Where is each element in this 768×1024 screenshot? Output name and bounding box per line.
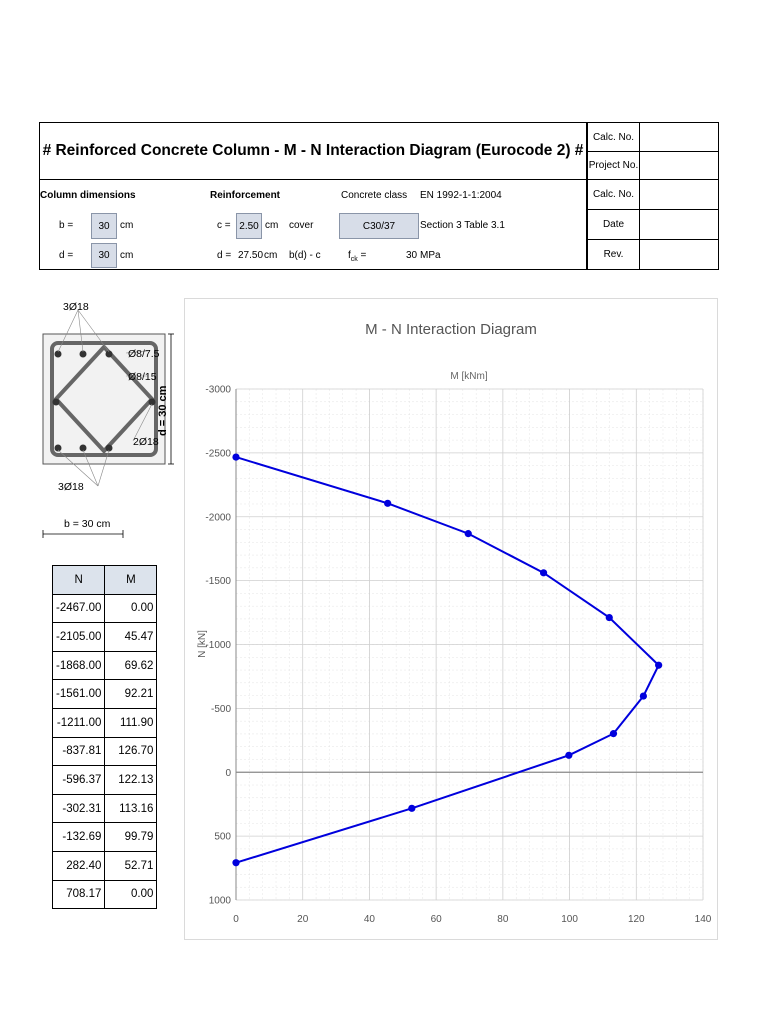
stirrup2-label: Ø8/15 (128, 371, 157, 383)
chart-title: M - N Interaction Diagram (365, 321, 537, 338)
y-tick-label: 0 (225, 767, 231, 779)
side-bars-label: 2Ø18 (133, 436, 159, 448)
fck-subscript: ck (350, 256, 358, 263)
x-tick-label: 100 (561, 914, 578, 925)
c-unit: cm (265, 220, 279, 231)
table-row (53, 737, 157, 766)
grid-layer (236, 389, 703, 900)
data-point (408, 805, 415, 812)
bar-side-left (53, 399, 60, 406)
date-row (587, 210, 719, 240)
cell-n: -1211.00 (53, 708, 105, 737)
d-effective-label: d = (217, 250, 232, 261)
data-point (540, 569, 547, 576)
fck-symbol: f (348, 250, 351, 261)
bar-bottom-left (55, 445, 62, 452)
x-tick-label: 40 (363, 914, 375, 925)
cover-description: cover (289, 220, 314, 231)
cell-n: 282.40 (53, 851, 105, 880)
calc-no-row (587, 122, 719, 152)
data-point (606, 614, 613, 621)
d-unit: cm (120, 250, 134, 261)
table-header-row (53, 566, 157, 595)
cell-n: -2105.00 (53, 623, 105, 652)
calc-no-label: Calc. No. (588, 123, 640, 151)
data-point (655, 662, 662, 669)
column-dimensions-label: Column dimensions (40, 190, 136, 201)
table-row (53, 766, 157, 795)
y-tick-label: -500 (210, 703, 231, 715)
calc-no-label-2: Calc. No. (588, 180, 640, 209)
table-row (53, 623, 157, 652)
cell-m: 45.47 (105, 623, 157, 652)
cell-m: 111.90 (105, 708, 157, 737)
series-layer (232, 453, 662, 866)
b-label: b = (59, 220, 74, 231)
section-svg (38, 296, 188, 546)
d-effective-unit: cm (264, 250, 278, 261)
d-input[interactable]: 30 (91, 243, 117, 268)
b-input[interactable]: 30 (91, 213, 117, 239)
x-tick-label: 80 (497, 914, 509, 925)
cell-n: 708.17 (53, 880, 105, 909)
y-tick-label: 1000 (208, 895, 231, 907)
document-title: # Reinforced Concrete Column - M - N Interaction Diagram (Eurocode 2) # (39, 122, 587, 180)
y-tick-label: -3000 (205, 384, 231, 396)
depth-label: d = 30 cm (157, 385, 169, 436)
y-tick-label: 500 (214, 831, 231, 843)
x-tick-label: 140 (694, 914, 712, 925)
table-row (53, 794, 157, 823)
project-no-label: Project No. (588, 152, 640, 179)
data-point (384, 500, 391, 507)
reinforcement-label: Reinforcement (210, 190, 281, 201)
table-row (53, 708, 157, 737)
fck-label (348, 250, 366, 263)
interaction-chart-frame (184, 298, 718, 940)
cell-n: -2467.00 (53, 594, 105, 623)
data-point (465, 530, 472, 537)
column-section-drawing (38, 296, 188, 546)
table-row (53, 851, 157, 880)
cell-n: -302.31 (53, 794, 105, 823)
x-tick-label: 0 (233, 914, 239, 925)
d-label: d = (59, 250, 74, 261)
y-tick-label: -1500 (205, 576, 231, 588)
cell-n: -1561.00 (53, 680, 105, 709)
nm-values-table (52, 565, 157, 909)
cell-m: 52.71 (105, 851, 157, 880)
data-point (232, 453, 239, 460)
date-label: Date (588, 210, 640, 239)
data-point (565, 752, 572, 759)
table-row (53, 651, 157, 680)
top-bars-label: 3Ø18 (63, 301, 89, 313)
cell-m: 126.70 (105, 737, 157, 766)
cell-m: 122.13 (105, 766, 157, 795)
interaction-curve (236, 457, 659, 863)
table-row (53, 823, 157, 852)
x-axis-label: M [kNm] (450, 371, 488, 382)
cell-n: -1868.00 (53, 651, 105, 680)
table-row (53, 680, 157, 709)
d-effective-value: 27.50 (238, 250, 264, 261)
document-info-panel (587, 122, 719, 270)
fck-unit: MPa (420, 250, 441, 261)
y-axis-label: N [kN] (197, 630, 208, 658)
cell-m: 113.16 (105, 794, 157, 823)
concrete-class-label: Concrete class (341, 190, 408, 201)
cell-m: 99.79 (105, 823, 157, 852)
c-label: c = (217, 220, 231, 231)
y-tick-label: -1000 (205, 640, 231, 651)
cell-n: -132.69 (53, 823, 105, 852)
x-tick-label: 60 (430, 914, 442, 925)
fck-equals: = (357, 250, 367, 261)
cell-m: 92.21 (105, 680, 157, 709)
x-tick-label: 120 (627, 914, 645, 925)
rev-label: Rev. (588, 240, 640, 269)
y-tick-label: -2000 (205, 512, 231, 524)
rev-row (587, 240, 719, 270)
data-point (610, 730, 617, 737)
column-header-m: M (105, 566, 157, 595)
cell-m: 0.00 (105, 880, 157, 909)
stirrup1-label: Ø8/7.5 (128, 348, 160, 360)
b-unit: cm (120, 220, 134, 231)
data-point (232, 859, 239, 866)
x-tick-label: 20 (297, 914, 309, 925)
cell-n: -837.81 (53, 737, 105, 766)
cell-n: -596.37 (53, 766, 105, 795)
cell-m: 69.62 (105, 651, 157, 680)
cell-m: 0.00 (105, 594, 157, 623)
project-no-row (587, 152, 719, 180)
d-effective-description: b(d) - c (289, 250, 321, 261)
width-label: b = 30 cm (64, 518, 111, 530)
concrete-class-select[interactable]: C30/37 (339, 213, 419, 239)
calc-no-row-2 (587, 180, 719, 210)
y-tick-label: -2500 (205, 448, 231, 460)
fck-value: 30 (406, 250, 418, 261)
standard-reference: EN 1992-1-1:2004 (420, 190, 502, 201)
interaction-chart (185, 299, 717, 939)
section-table-reference: Section 3 Table 3.1 (420, 220, 505, 231)
bottom-bars-label: 3Ø18 (58, 481, 84, 493)
data-point (640, 692, 647, 699)
cover-input[interactable]: 2.50 (236, 213, 262, 239)
table-row (53, 880, 157, 909)
column-header-n: N (53, 566, 105, 595)
table-row (53, 594, 157, 623)
